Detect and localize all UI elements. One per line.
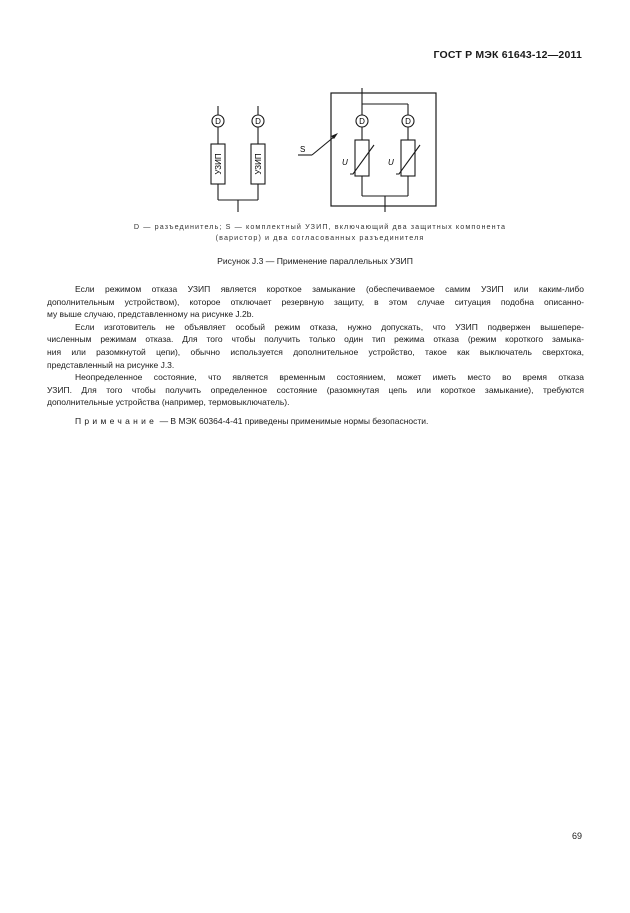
page-number: 69 xyxy=(571,831,582,841)
disconnector-d2: D xyxy=(255,117,261,126)
circuit-diagram xyxy=(200,88,440,213)
paragraph-line: численным режимам отказа. Для того чтобы получить только один тип режима отказа (режим короткого замыка- xyxy=(47,334,584,345)
document-header: ГОСТ Р МЭК 61643-12—2011 xyxy=(433,49,582,61)
figure-j3 xyxy=(200,88,440,213)
figure-legend-line-1: D — разъединитель; S — комплектный УЗИП, включающий два защитных компонента xyxy=(133,222,507,231)
note-label: Примечание xyxy=(75,415,158,426)
figure-legend-line-2: (варистор) и два согласованных разъединителя xyxy=(215,233,425,242)
disconnector-d3: D xyxy=(359,117,365,126)
s-label: S xyxy=(300,145,306,154)
figure-caption: Рисунок J.3 — Применение параллельных УЗИП xyxy=(217,256,413,266)
varistor-label-2: U xyxy=(388,158,394,167)
disconnector-d4: D xyxy=(405,117,411,126)
paragraph-line: дополнительные устройства (например, термовыключатель). xyxy=(47,397,290,408)
paragraph-line: представленный на рисунке J.3. xyxy=(47,359,175,370)
paragraph-line: УЗИП. Для того чтобы получить определенное состояние (разомкнутая цепь или короткое замыкание), требуются xyxy=(47,384,584,395)
paragraph-line: му выше случаю, представленному на рисунке J.2b. xyxy=(47,309,254,320)
paragraph-line: дополнительным устройством), которое отключает резервную защиту, в этом случае ситуация подобна описанно- xyxy=(47,296,584,307)
note xyxy=(47,415,584,428)
paragraph-line: Неопределенное состояние, что является временным состоянием, может иметь место во время отказа xyxy=(75,372,584,383)
spd-label-2: УЗИП xyxy=(254,153,263,175)
varistor-label-1: U xyxy=(342,158,348,167)
paragraph-line: ния или разомкнутой цепи), обычно используется дополнительное устройство, такое как выключатель сверхтока, xyxy=(47,346,584,357)
note-text: — В МЭК 60364-4-41 приведены применимые нормы безопасности. xyxy=(157,415,429,426)
paragraph-line: Если изготовитель не объявляет особый режим отказа, нужно допускать, что УЗИП подвержен вышепере- xyxy=(75,321,584,332)
spd-label-1: УЗИП xyxy=(214,153,223,175)
paragraph-line: Если режимом отказа УЗИП является короткое замыкание (обеспечиваемое самим УЗИП или каким-либо xyxy=(75,284,584,294)
body-text xyxy=(47,283,584,428)
disconnector-d1: D xyxy=(215,117,221,126)
